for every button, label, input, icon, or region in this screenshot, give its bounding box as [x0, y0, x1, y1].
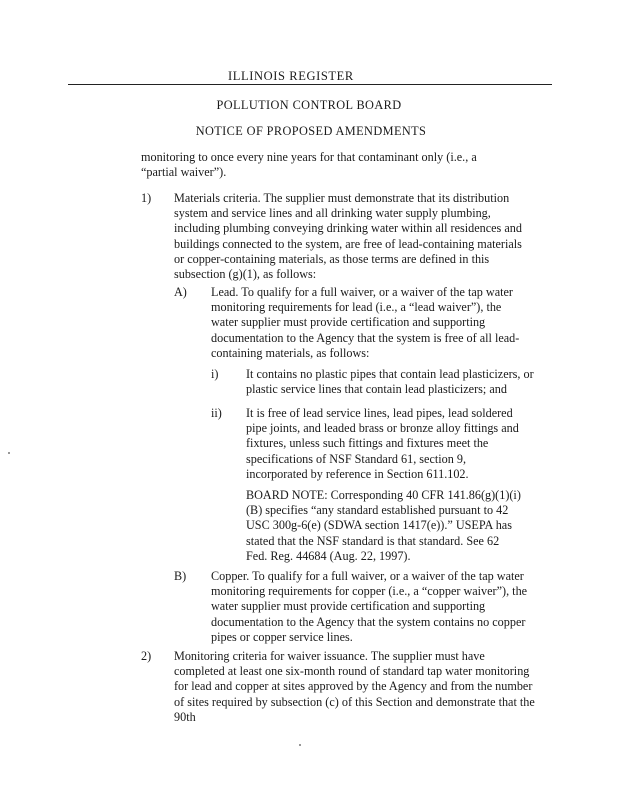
- item-1a-i-paragraph: [246, 367, 536, 397]
- item-1-number: 1): [141, 191, 152, 205]
- item-1-text: Materials criteria. The supplier must demonstrate that its distribution system and service lines and all drinking water supply plumbing, including plumbing conveying drinking water within all residences and buildings connected to the system, are free of lead-containing materials or copper-containing materials, as those terms are defined in this subsection (g)(1), as follows:: [174, 191, 522, 282]
- header-rule: [68, 84, 552, 85]
- board-title: POLLUTION CONTROL BOARD: [216, 98, 402, 112]
- item-1a-paragraph: [211, 285, 529, 361]
- item-2-text: Monitoring criteria for waiver issuance. The supplier must have completed at least one six-month round of standard tap water monitoring for lead and copper at sites approved by the Agency and from the number of sites required by subsection (c) of this Section and demonstrate that the 90th: [174, 649, 535, 724]
- item-2-number: 2): [141, 649, 152, 663]
- item-1a-ii-text: It is free of lead service lines, lead pipes, lead soldered pipe joints, and leaded brass or bronze alloy fittings and fixtures, unless such fittings and fixtures meet the specifications of NSF Standard 61, section 9, incorporated by reference in Section 611.102.: [246, 406, 519, 481]
- register-title: ILLINOIS REGISTER: [228, 69, 354, 83]
- scan-speck: [8, 452, 10, 454]
- notice-title: NOTICE OF PROPOSED AMENDMENTS: [195, 124, 427, 138]
- board-note-text: BOARD NOTE: Corresponding 40 CFR 141.86(g)(1)(i)(B) specifies “any standard established pursuant to 42 USC 300g-6(e) (SDWA section 1417(e)).” USEPA has stated that the NSF standard is that standard. See 62 Fed. Reg. 44684 (Aug. 22, 1997).: [246, 488, 521, 563]
- item-1b-number: B): [174, 569, 187, 583]
- intro-paragraph: [141, 150, 516, 180]
- item-1-paragraph: [174, 191, 530, 282]
- item-1b-text: Copper. To qualify for a full waiver, or a waiver of the tap water monitoring requirements for copper (i.e., a “copper waiver”), the water supplier must provide certification and supporting documentation to the Agency that the system contains no copper pipes or copper service lines.: [211, 569, 528, 644]
- item-1a-i-text: It contains no plastic pipes that contain lead plasticizers, or plastic service lines that contain lead plasticizers; and: [246, 367, 534, 397]
- item-1a-ii-paragraph: [246, 406, 524, 482]
- intro-text: monitoring to once every nine years for that contaminant only (i.e., a “partial waiver”).: [141, 150, 477, 180]
- board-note: [246, 488, 522, 564]
- item-1a-number: A): [174, 285, 187, 299]
- item-1b-paragraph: [211, 569, 531, 645]
- item-2-paragraph: [174, 649, 536, 725]
- item-1a-text: Lead. To qualify for a full waiver, or a waiver of the tap water monitoring requirements for lead (i.e., a “lead waiver”), the water supplier must provide certification and supporting documentation to the Agency that the system is free of all lead-containing materials, as follows:: [211, 285, 520, 360]
- scan-speck: [299, 744, 301, 746]
- item-1a-i-number: i): [211, 367, 219, 381]
- item-1a-ii-number: ii): [211, 406, 222, 420]
